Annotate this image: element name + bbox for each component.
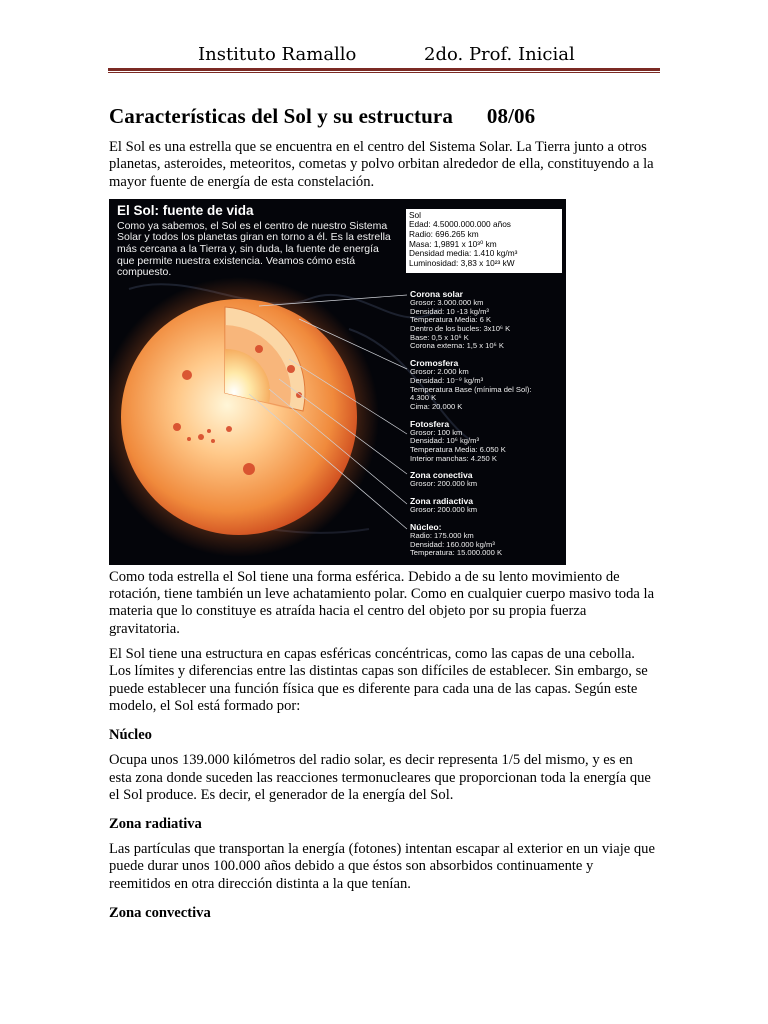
header-rule-thin — [108, 72, 660, 73]
figure-title: El Sol: fuente de vida — [117, 202, 254, 218]
layer-row: Densidad: 10 -13 kg/m³ — [410, 306, 489, 316]
header-rule — [108, 68, 660, 71]
layer-row: Grosor: 200.000 km — [410, 505, 478, 515]
layer-name: Núcleo: — [410, 521, 442, 532]
figure-intro: Como ya sabemos, el Sol es el centro de nuestro Sistema Solar y todos los planetas giran en torno a él. Es la estrella más cercana a la Tierra y, sin duda, la fuente de energía que permite nuestra existencia. Veamos cómo está compuesto. — [117, 219, 391, 279]
layer-row: Grosor: 200.000 km — [410, 479, 478, 489]
layer-photosphere — [410, 419, 564, 464]
shape-paragraph: Como toda estrella el Sol tiene una forma esférica. Debido a de su lento movimiento de rotación, tiene también un leve achatamiento polar. Como en cualquier cuerpo masivo toda la materia que lo constituye es atraída hacia el centro del objeto por su propia fuerza gravitatoria. — [109, 568, 655, 637]
layer-row: Temperatura: 15.000.000 K — [410, 548, 503, 558]
page-header — [108, 42, 660, 76]
section-heading-core: Núcleo — [109, 727, 152, 744]
section-heading-radiative: Zona radiativa — [109, 816, 202, 833]
layers-paragraph: El Sol tiene una estructura en capas esféricas concéntricas, como las capas de una cebolla. Los límites y diferencias entre las distintas capas son difíciles de establecer. Sin embargo, se puede establecer una función física que es diferente para cada una de las capas. Según este modelo, el Sol está formado por: — [109, 646, 648, 714]
page-title — [109, 104, 657, 129]
layer-row: Grosor: 2.000 km — [410, 367, 469, 377]
sun-infographic — [109, 199, 566, 565]
layer-core — [410, 522, 564, 558]
layer-name: Corona solar — [410, 288, 464, 299]
layer-corona — [410, 289, 564, 351]
header-school: Instituto Ramallo — [198, 44, 357, 65]
layer-row: Densidad: 160.000 kg/m³ — [410, 539, 495, 549]
layer-row: Temperatura Base (mínima del Sol): — [410, 384, 532, 394]
layer-row: 4.300 K — [410, 393, 437, 403]
section-heading-convective: Zona convectiva — [109, 905, 211, 922]
layer-row: Grosor: 100 km — [410, 427, 463, 437]
layer-row: Corona externa: 1,5 x 10⁶ K — [410, 341, 504, 351]
stat-line: Luminosidad: 3,83 x 10²³ kW — [409, 257, 515, 268]
stat-line: Radio: 696.265 km — [409, 229, 479, 240]
layer-row: Interior manchas: 4.250 K — [410, 453, 497, 463]
stat-line: Sol — [409, 209, 421, 220]
layer-row: Grosor: 3.000.000 km — [410, 297, 484, 307]
layer-row: Temperatura Media: 6.050 K — [410, 445, 506, 455]
title-date: 08/06 — [486, 104, 536, 128]
layer-labels — [410, 289, 564, 565]
sun-stats-box — [406, 209, 562, 273]
layer-radiative — [410, 496, 564, 515]
intro-paragraph: El Sol es una estrella que se encuentra en el centro del Sistema Solar. La Tierra junto a otros planetas, asteroides, meteoritos, cometas y polvo orbitan alrededor de ella, constituyendo a la mayor fuente de energía de esta constelación. — [109, 139, 654, 190]
header-grade: 2do. Prof. Inicial — [424, 44, 575, 65]
layer-row: Base: 0,5 x 10⁶ K — [410, 332, 469, 342]
layer-row: Dentro de los bucles: 3x10⁶ K — [410, 324, 511, 333]
layer-chromosphere — [410, 358, 564, 412]
section-text-radiative: Las partículas que transportan la energía (fotones) intentan escapar al exterior en un viaje que puede durar unos 100.000 años debido a que éstos son absorbidos continuamente y reemitidos en otra dirección distinta a la que tenían. — [109, 841, 655, 892]
layer-name: Zona conectiva — [410, 470, 473, 481]
layer-row: Cima: 20.000 K — [410, 401, 463, 411]
document-body — [109, 104, 657, 930]
layer-name: Zona radiactiva — [410, 496, 474, 507]
layer-convective — [410, 470, 564, 489]
layer-name: Cromosfera — [410, 358, 459, 369]
title-text: Características del Sol y su estructura — [109, 104, 453, 128]
stat-line: Densidad media: 1.410 kg/m³ — [409, 248, 518, 259]
section-text-core: Ocupa unos 139.000 kilómetros del radio solar, es decir representa 1/5 del mismo, y es en esta zona donde suceden las reacciones termonucleares que proporcionan toda la energía que el Sol produce. Es decir, el generador de la energía del Sol. — [109, 752, 651, 803]
layer-row: Densidad: 10⁻⁹ kg/m³ — [410, 375, 484, 385]
stat-line: Edad: 4.5000.000.000 años — [409, 219, 511, 230]
layer-row: Radio: 175.000 km — [410, 530, 474, 540]
layer-row: Temperatura Media: 6 K — [410, 315, 492, 325]
layer-row: Densidad: 10⁶ kg/m³ — [410, 436, 479, 446]
layer-name: Fotosfera — [410, 418, 450, 429]
stat-line: Masa: 1,9891 x 10³⁰ km — [409, 238, 497, 249]
